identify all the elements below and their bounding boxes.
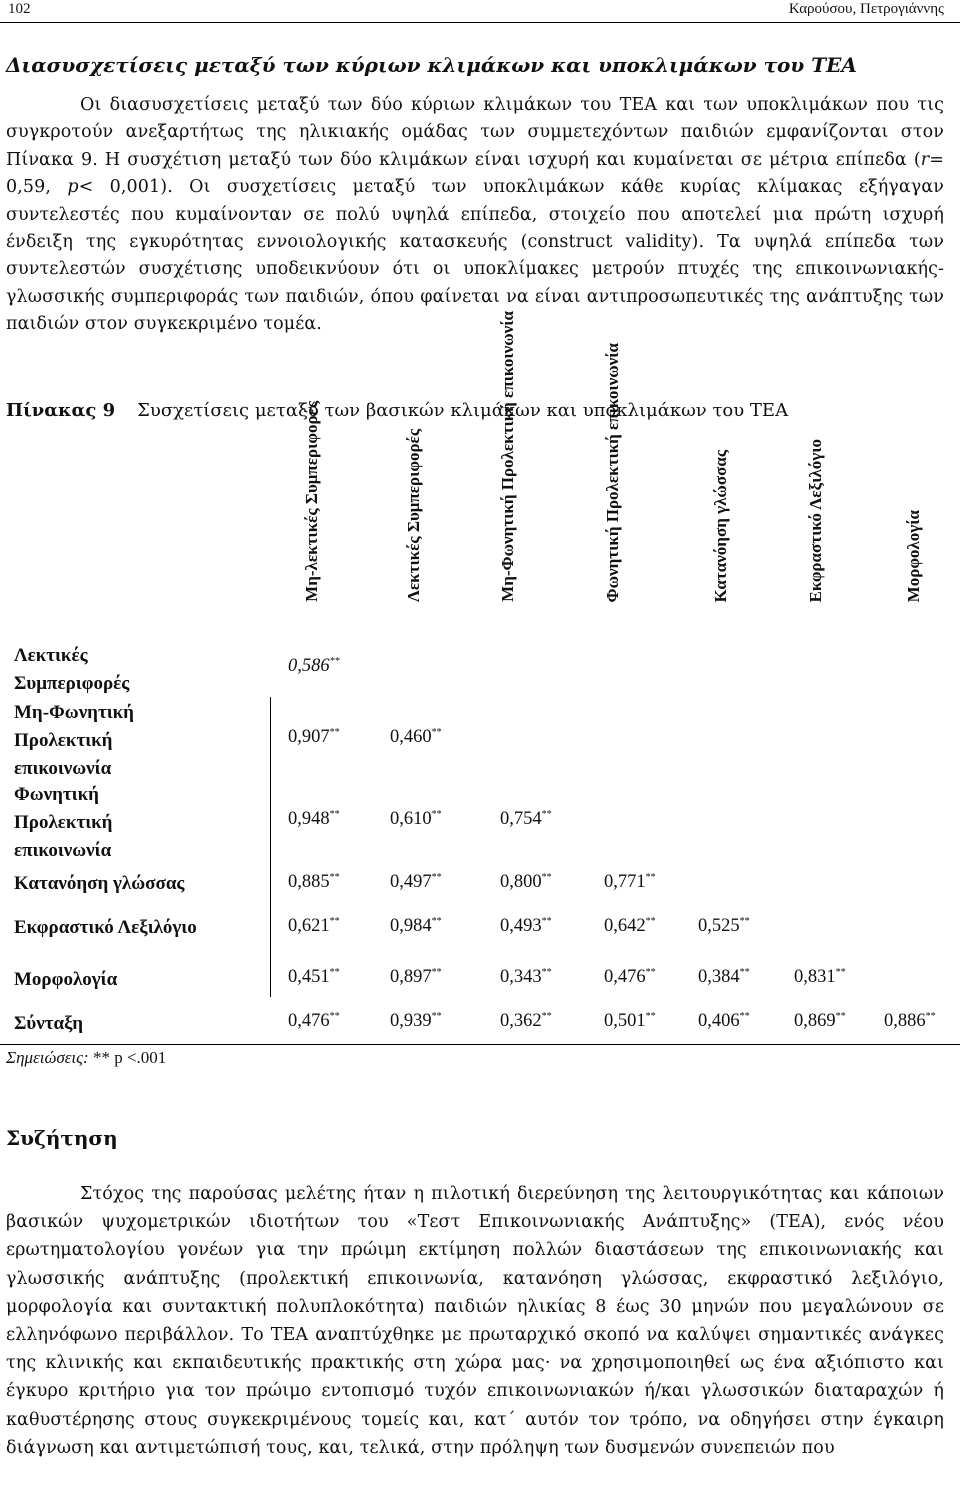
table-note-text: ** p <.001: [92, 1048, 167, 1067]
paragraph-text-b: = 0,59,: [6, 149, 944, 198]
correlation-value: 0,771: [604, 872, 646, 893]
table-caption: [6, 400, 788, 421]
table-bottom-rule: [0, 1044, 960, 1045]
significance-marker: **: [645, 916, 656, 927]
significance-marker: **: [541, 872, 552, 883]
discussion-text: Στόχος της παρούσας μελέτης ήταν η πιλοτική διερεύνηση της λειτουργικότητας και κάποιων βασικών ψυχομετρικών ιδιοτήτων του «Τεστ Επικοινωνιακής Ανάπτυξης» (ΤΕΑ), ενός νέου ερωτηματολογίου γονέων για την πρώιμη εκτίμηση πολλών διαστάσεων της επικοινωνιακής και γλωσσικής ανάπτυξης (προλεκτική επικοινωνία, κατανόηση γλώσσας, εκφραστικό λεξιλόγιο, μορφολογία και συντακτική πολυπλοκότητα) παιδιών ηλικίας 8 έως 30 μηνών που μεγαλώνουν σε ελληνόφωνο περιβάλλον. Το ΤΕΑ αναπτύχθηκε με πρωταρχικό σκοπό να καλύψει σημαντικές ανάγκες της κλινικής και εκπαιδευτικής πρακτικής στη χώρα μας· να χρησιμοποιηθεί ως ένα αξιόπιστο και έγκυρο κριτήριο για τον πρώιμο εντοπισμό τυχόν επικοινωνιακών ή/και γλωσσικών διαταραχών ή καθυστέρησης στους συγκεκριμένους τομείς και, κατ΄ αυτόν τον τρόπο, να οδηγήσει στην έγκαιρη διάγνωση και αντιμετώπισή τους, και, τελικά, στην πρόληψη των δυσμενών συνεπειών που: [6, 1184, 944, 1458]
significance-marker: **: [925, 1011, 936, 1022]
correlation-value: 0,621: [288, 916, 330, 937]
table-note: [6, 1048, 166, 1068]
correlation-cell: [500, 1011, 552, 1032]
table-caption-text: Συσχετίσεις μεταξύ των βασικών κλιμάκων και υποκλιμάκων του ΤΕΑ: [137, 400, 789, 421]
correlation-cell: [604, 967, 656, 988]
correlation-value: 0,525: [698, 916, 740, 937]
correlation-cell: [288, 727, 340, 748]
intro-paragraph: [6, 92, 944, 339]
significance-marker: **: [835, 967, 846, 978]
correlation-cell: [604, 916, 656, 937]
correlation-value: 0,501: [604, 1011, 646, 1032]
correlation-value: 0,907: [288, 727, 330, 748]
correlation-value: 0,493: [500, 916, 542, 937]
column-header: Φωνητική Προλεκτική επικοινωνία: [603, 342, 622, 602]
column-header: Μη-Φωνητική Προλεκτική επικοινωνία: [498, 311, 517, 602]
significance-marker: **: [431, 967, 442, 978]
correlation-cell: [288, 656, 340, 677]
correlation-cell: [884, 1011, 936, 1032]
correlation-cell: [390, 809, 442, 830]
correlation-value: 0,897: [390, 967, 432, 988]
significance-marker: **: [329, 872, 340, 883]
running-head-authors: Καρούσου, Πετρογιάννης: [788, 1, 944, 17]
correlation-value: 0,948: [288, 809, 330, 830]
correlation-cell: [794, 1011, 846, 1032]
significance-marker: **: [329, 916, 340, 927]
correlation-value: 0,642: [604, 916, 646, 937]
significance-marker: **: [739, 916, 750, 927]
row-label: Φωνητική Προλεκτική επικοινωνία: [14, 784, 113, 861]
page-header: [0, 0, 960, 23]
correlation-value: 0,886: [884, 1011, 926, 1032]
page-number: 102: [8, 1, 31, 17]
significance-marker: **: [431, 727, 442, 738]
correlation-cell: [390, 967, 442, 988]
correlation-value: 0,497: [390, 872, 432, 893]
significance-marker: **: [835, 1011, 846, 1022]
row-label: Λεκτικές Συμπεριφορές: [14, 645, 130, 694]
significance-marker: **: [329, 727, 340, 738]
correlation-cell: [288, 916, 340, 937]
significance-marker: **: [541, 967, 552, 978]
table-caption-label: Πίνακας 9: [6, 400, 116, 421]
section-title: Διασυσχετίσεις μεταξύ των κύριων κλιμάκων και υποκλιμάκων του ΤΕΑ: [6, 53, 857, 77]
significance-marker: **: [541, 916, 552, 927]
significance-marker: **: [541, 809, 552, 820]
significance-marker: **: [329, 809, 340, 820]
correlation-value: 0,476: [288, 1011, 330, 1032]
correlation-value: 0,610: [390, 809, 432, 830]
correlation-cell: [288, 967, 340, 988]
correlation-cell: [288, 1011, 340, 1032]
correlation-value: 0,754: [500, 809, 542, 830]
column-header: Κατανόηση γλώσσας: [711, 449, 730, 602]
row-label: Σύνταξη: [14, 1013, 83, 1034]
p-symbol: p: [67, 177, 79, 198]
correlation-cell: [698, 916, 750, 937]
correlation-value: 0,451: [288, 967, 330, 988]
correlation-value: 0,939: [390, 1011, 432, 1032]
column-header: Μορφολογία: [904, 509, 923, 602]
significance-marker: **: [541, 1011, 552, 1022]
column-header: Λεκτικές Συμπεριφορές: [404, 428, 423, 602]
correlation-value: 0,460: [390, 727, 432, 748]
correlation-cell: [500, 916, 552, 937]
significance-marker: **: [329, 656, 340, 667]
correlation-value: 0,586: [288, 656, 330, 677]
column-header: Μη-λεκτικές Συμπεριφορές: [302, 401, 321, 602]
correlation-cell: [604, 872, 656, 893]
paragraph-text-c: < 0,001). Οι συσχετίσεις μεταξύ των υποκλιμάκων κάθε κυρίας κλίμακας εξήγαγαν συντελεστές που κυμαίνονταν σε πολύ υψηλά επίπεδα, στοιχείο που αποτελεί μια πρώτη ισχυρή ένδειξη της εγκυρότητας εννοιολογικής κατασκευής (construct validity). Τα υψηλά επίπεδα των συντελεστών συσχέτισης υποδεικνύουν ότι οι υποκλίμακες μετρούν πτυχές της επικοινωνιακής-γλωσσικής συμπεριφοράς των παιδιών, όπου φαίνεται να είναι αντιπροσωπευτικές της ανάπτυξης των παιδιών στον συγκεκριμένο τομέα.: [6, 177, 944, 335]
significance-marker: **: [645, 967, 656, 978]
correlation-value: 0,384: [698, 967, 740, 988]
correlation-value: 0,406: [698, 1011, 740, 1032]
correlation-cell: [390, 916, 442, 937]
significance-marker: **: [431, 916, 442, 927]
correlation-value: 0,984: [390, 916, 432, 937]
row-label: Κατανόηση γλώσσας: [14, 873, 185, 894]
correlation-cell: [500, 809, 552, 830]
correlation-cell: [698, 1011, 750, 1032]
correlation-value: 0,362: [500, 1011, 542, 1032]
column-header: Εκφραστικό Λεξιλόγιο: [806, 438, 825, 602]
correlation-cell: [390, 1011, 442, 1032]
significance-marker: **: [431, 872, 442, 883]
significance-marker: **: [645, 872, 656, 883]
correlation-value: 0,885: [288, 872, 330, 893]
table-note-label: Σημειώσεις:: [6, 1048, 93, 1067]
significance-marker: **: [431, 809, 442, 820]
row-label: Μορφολογία: [14, 969, 118, 990]
correlation-cell: [604, 1011, 656, 1032]
correlation-cell: [500, 872, 552, 893]
significance-marker: **: [431, 1011, 442, 1022]
row-label: Μη-Φωνητική Προλεκτική επικοινωνία: [14, 702, 134, 779]
correlation-cell: [390, 872, 442, 893]
significance-marker: **: [645, 1011, 656, 1022]
discussion-title: Συζήτηση: [6, 1126, 118, 1150]
correlation-value: 0,869: [794, 1011, 836, 1032]
significance-marker: **: [739, 967, 750, 978]
correlation-value: 0,800: [500, 872, 542, 893]
significance-marker: **: [739, 1011, 750, 1022]
correlation-cell: [288, 872, 340, 893]
paragraph-text-a: Οι διασυσχετίσεις μεταξύ των δύο κύριων κλιμάκων του ΤΕΑ και των υποκλιμάκων που τις συγκροτούν ανεξαρτήτως της ηλικιακής ομάδας των συμμετεχόντων παιδιών εμφανίζονται στον Πίνακα 9. Η συσχέτιση μεταξύ των δύο κλιμάκων είναι ισχυρή και κυμαίνεται σε μέτρια επίπεδα (: [6, 95, 944, 170]
correlation-cell: [288, 809, 340, 830]
r-symbol: r: [920, 149, 930, 170]
correlation-cell: [390, 727, 442, 748]
significance-marker: **: [329, 1011, 340, 1022]
correlation-cell: [794, 967, 846, 988]
table-divider-vertical: [270, 697, 271, 997]
row-label: Εκφραστικό Λεξιλόγιο: [14, 917, 197, 938]
discussion-paragraph: [6, 1180, 944, 1462]
correlation-value: 0,831: [794, 967, 836, 988]
significance-marker: **: [329, 967, 340, 978]
correlation-value: 0,476: [604, 967, 646, 988]
correlation-cell: [698, 967, 750, 988]
correlation-cell: [500, 967, 552, 988]
correlation-value: 0,343: [500, 967, 542, 988]
